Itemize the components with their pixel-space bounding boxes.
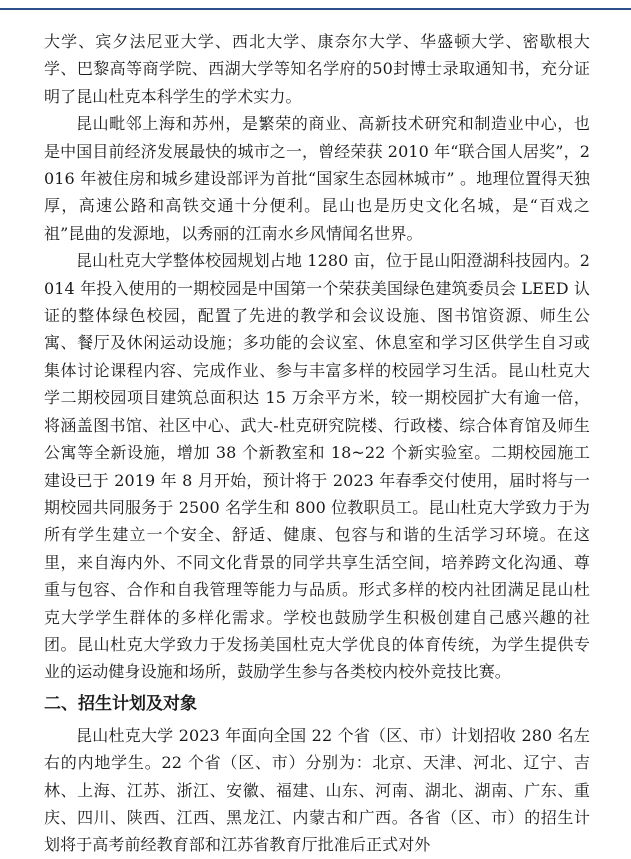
document-body [44, 28, 590, 859]
paragraph-kunshan-location: 昆山毗邻上海和苏州，是繁荣的商业、高新技术研究和制造业中心，也是中国目前经济发展最快的城市之一，曾经荣获 2010 年“联合国人居奖”，2016 年被住房和城乡建设部评为首批“国家生态园林城市” 。地理位置得天独厚，高速公路和高铁交通十分便利。昆山也是历史文化名城，是“百戏之祖”昆曲的发源地，以秀丽的江南水乡风情闻名世界。 [44, 114, 590, 243]
paragraph-enrollment-plan: 昆山杜克大学 2023 年面向全国 22 个省（区、市）计划招收 280 名左右的内地学生。22 个省（区、市）分别为：北京、天津、河北、辽宁、吉林、上海、江苏、浙江、安徽、福建、山东、河南、湖北、湖南、广东、重庆、四川、陕西、江西、黑龙江、内蒙古和广西。各省（区、市）的招生计划将于高考前经教育部和江苏省教育厅批准后正式对外 [44, 725, 590, 855]
section-heading: 二、招生计划及对象 [44, 693, 197, 714]
header-rule [0, 0, 631, 10]
paragraph-continued: 大学、宾夕法尼亚大学、西北大学、康奈尔大学、华盛顿大学、密歇根大学、巴黎高等商学院、西湖大学等知名学府的50封博士录取通知书，充分证明了昆山杜克本科学生的学术实力。 [44, 32, 590, 106]
paragraph-campus: 昆山杜克大学整体校园规划占地 1280 亩，位于昆山阳澄湖科技园内。2014 年投入使用的一期校园是中国第一个荣获美国绿色建筑委员会 LEED 认证的整体绿色校园，配置了先进的教学和会议设施、图书馆资源、师生公寓、餐厅及休闲运动设施；多功能的会议室、休息室和学习区供学生自习或集体讨论课程内容、完成作业、参与丰富多样的校园学习生活。昆山杜克大学二期校园项目建筑总面积达 15 万余平方米，较一期校园扩大有逾一倍，将涵盖图书馆、社区中心、武大-杜克研究院楼、行政楼、综合体育馆及师生公寓等全新设施，增加 38 个新教室和 18~22 个新实验室。二期校园施工建设已于 2019 年 8 月开始，预计将于 2023 年春季交付使用，届时将与一期校园共同服务于 2500 名学生和 800 位教职员工。昆山杜克大学致力于为所有学生建立一个安全、舒适、健康、包容与和谐的生活学习环境。在这里，来自海内外、不同文化背景的同学共享生活空间，培养跨文化沟通、尊重与包容、合作和自我管理等能力与品质。形式多样的校内社团满足昆山杜克大学学生群体的多样化需求。学校也鼓励学生积极创建自己感兴趣的社团。昆山杜克大学致力于发扬美国杜克大学优良的体育传统，为学生提供专业的运动健身设施和场所，鼓励学生参与各类校内校外竞技比赛。 [44, 251, 590, 682]
